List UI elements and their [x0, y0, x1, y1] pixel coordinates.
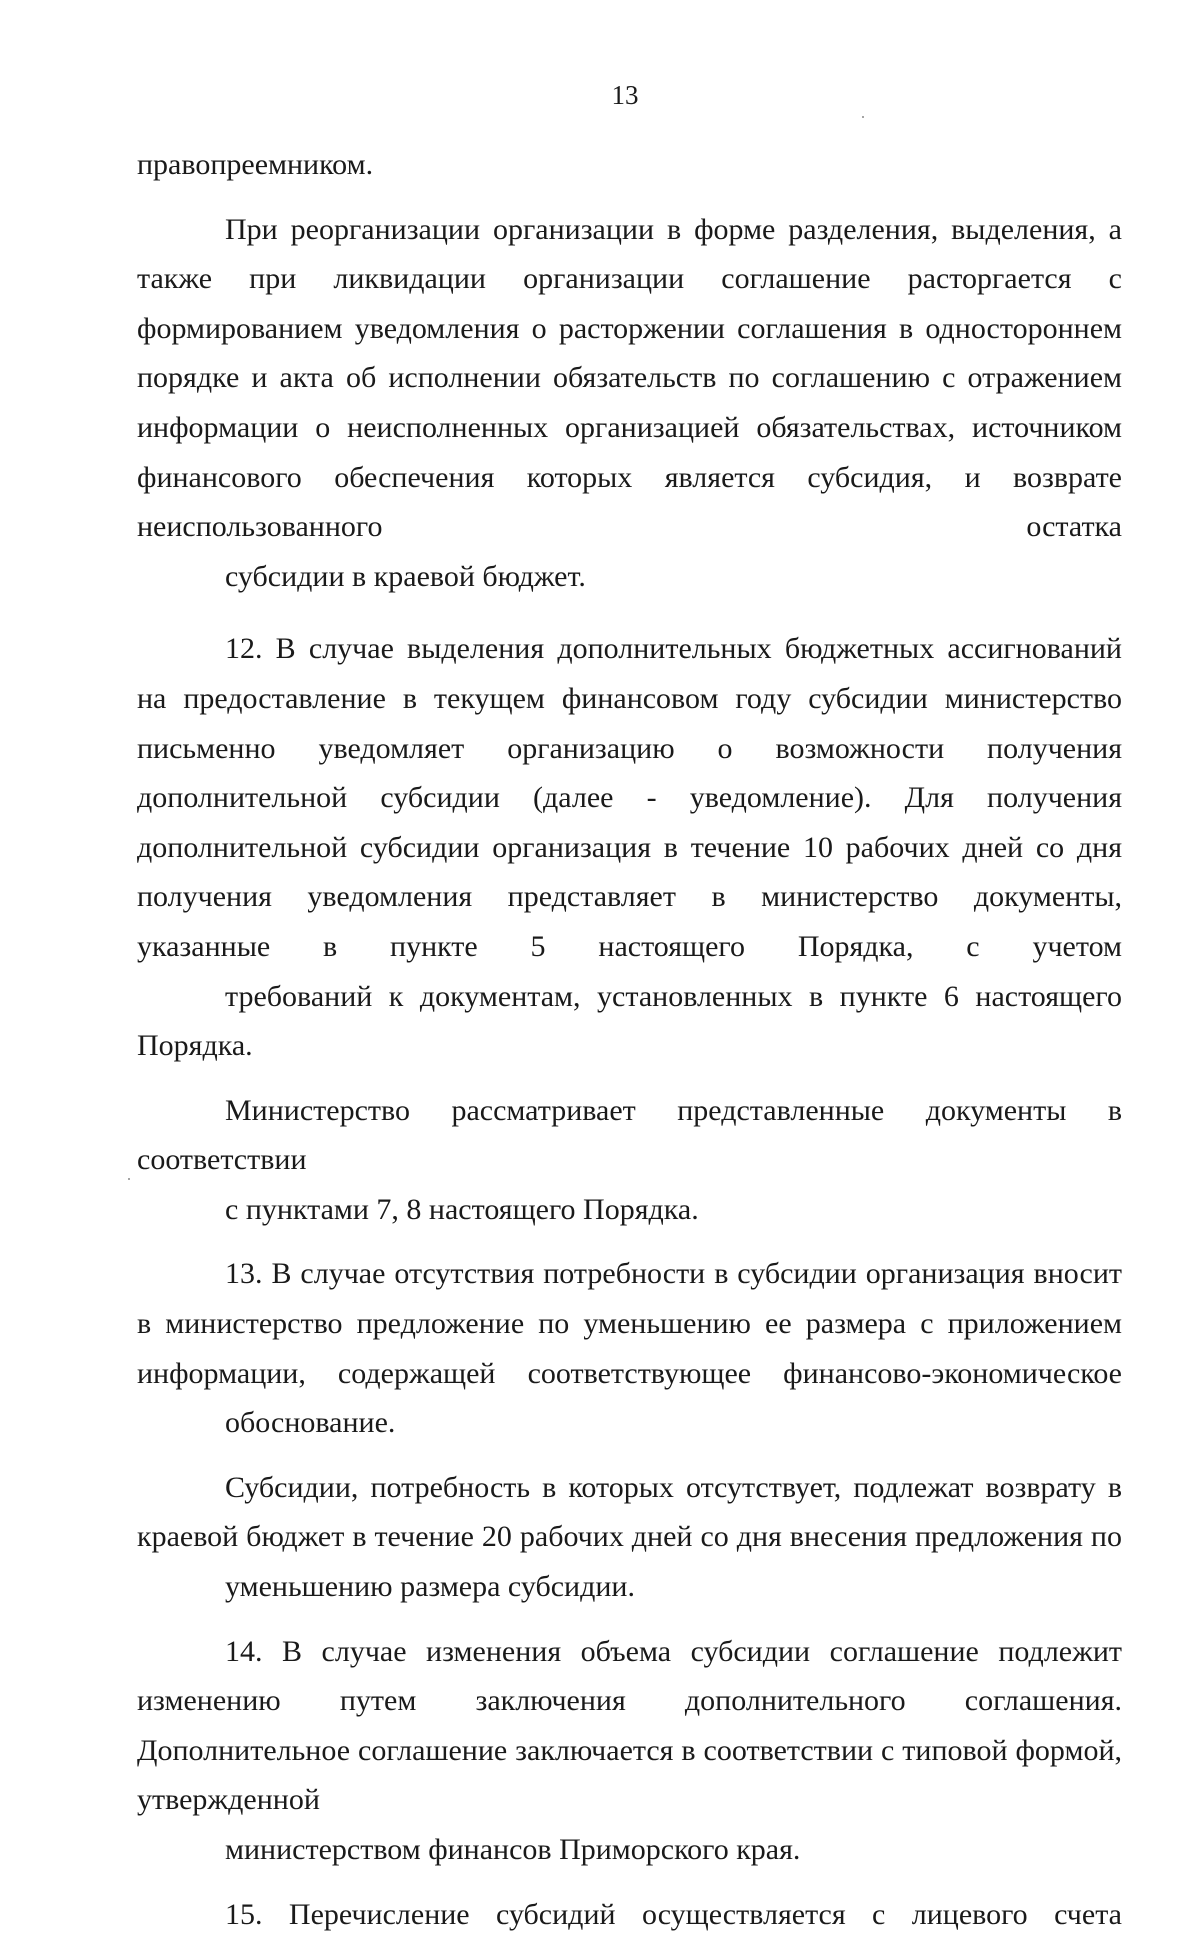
text-line: министерством финансов Приморского края.: [225, 1833, 801, 1866]
text-line: течение 10 рабочих дней со дня получения уведомления представляет в: [137, 830, 1122, 914]
paragraph-item-14: [137, 1627, 1122, 1875]
text-line: министерство предложение по уменьшению ее размера с приложением: [165, 1307, 1123, 1341]
text-line: краевой бюджет в течение 20 рабочих дней со дня внесения предложения по: [137, 1520, 1122, 1554]
text-line: (далее - уведомление). Для получения дополнительной субсидии организация в: [137, 781, 1123, 864]
text-line: требований к документам, установленных в пункте 6 настоящего Порядка.: [137, 979, 1122, 1063]
text-line: 13. В случае отсутствия потребности в субсидии организация вносит в: [137, 1257, 1122, 1341]
scan-speck: [128, 1178, 130, 1180]
text-line: При реорганизации организации в форме разделения, выделения, а: [225, 212, 1122, 246]
page-number: 13: [611, 80, 639, 110]
text-line: также при ликвидации организации соглашение расторгается с формированием: [137, 262, 1122, 345]
text-line: субсидии в краевой бюджет.: [225, 559, 586, 593]
paragraph-subsidy-return: [137, 1463, 1122, 1612]
text-line: обоснование.: [225, 1406, 396, 1440]
text-line: обеспечения которых является субсидия, и возврате неиспользованного остатка: [137, 460, 1122, 544]
scan-speck: [862, 116, 864, 118]
text-line: исполнении обязательств по соглашению с отражением информации о: [137, 361, 1123, 444]
text-line: 12. В случае выделения дополнительных бюджетных ассигнований на: [137, 632, 1122, 715]
text-line: уменьшению размера субсидии.: [225, 1570, 635, 1604]
document-body: [137, 140, 1122, 1939]
paragraph-ministry-review: [137, 1086, 1122, 1235]
text-line: уведомления о расторжении соглашения в одностороннем порядке и акта об: [137, 311, 1122, 395]
text-line: Министерство рассматривает представленные документы в соответствии: [137, 1093, 1122, 1177]
text-line: правопреемником.: [137, 148, 374, 181]
text-line: 14. В случае изменения объема субсидии соглашение подлежит: [225, 1634, 1122, 1668]
text-line: предоставление в текущем финансовом году субсидии министерство письменно: [137, 681, 1122, 765]
text-line: с пунктами 7, 8 настоящего Порядка.: [225, 1192, 699, 1226]
text-line: Субсидии, потребность в которых отсутствует, подлежат возврату в: [225, 1470, 1122, 1504]
text-line: 15. Перечисление субсидий осуществляется с лицевого счета: [225, 1897, 1122, 1931]
text-line: уведомляет организацию о возможности получения дополнительной субсидии: [137, 731, 1123, 815]
paragraph-item-15: [137, 1890, 1122, 1939]
paragraph-item-13: [137, 1249, 1122, 1447]
text-line: неисполненных организацией обязательствах, источником финансового: [137, 410, 1122, 494]
paragraph-item-12: [137, 624, 1122, 1070]
text-line: соглашение заключается в соответствии с типовой формой, утвержденной: [137, 1733, 1123, 1817]
text-line: министерство документы, указанные в пункте 5 настоящего Порядка, с учетом: [137, 880, 1122, 963]
paragraph-continuation: [137, 140, 1122, 190]
text-line: информации, содержащей соответствующее финансово-экономическое: [137, 1356, 1122, 1390]
text-line: изменению путем заключения дополнительного соглашения. Дополнительное: [137, 1684, 1122, 1767]
paragraph-reorganization: [137, 205, 1122, 602]
